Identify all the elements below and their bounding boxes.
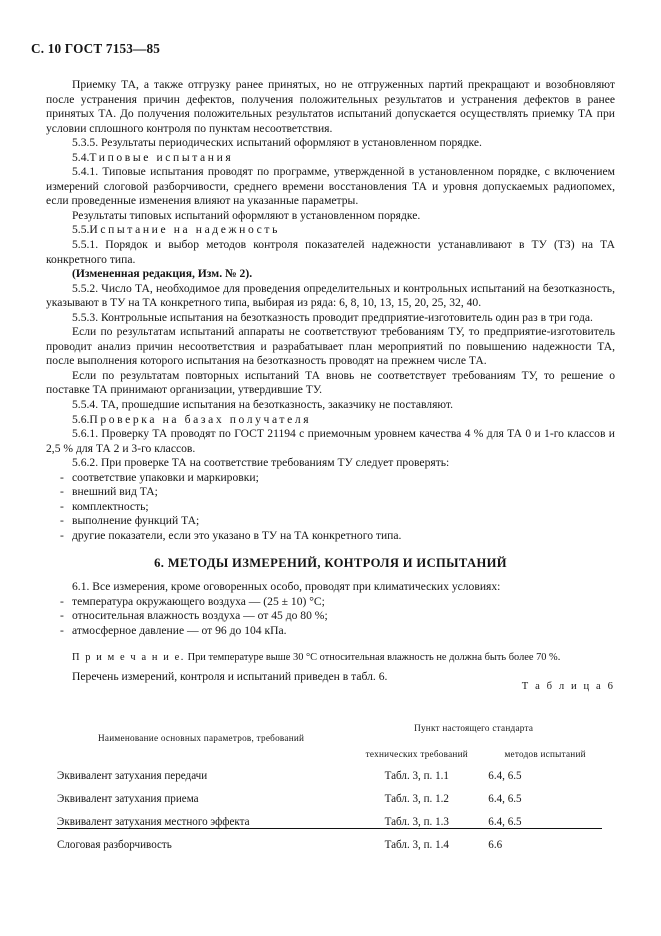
cell-parameter-name: Слоговая разборчивость <box>57 838 172 851</box>
heading-5-5-number: 5.5. <box>72 223 90 237</box>
list-item: - выполнение функций ТА; <box>46 514 615 529</box>
table-row <box>57 764 602 787</box>
paragraph-5-5-3: 5.5.3. Контрольные испытания на безотказность проводит предприятие-изготовитель один раз в три года. <box>72 310 593 324</box>
list-item: - температура окружающего воздуха — (25 ± 10) °С; <box>46 595 615 610</box>
measurements-table <box>57 712 602 856</box>
list-item: - другие показатели, если это указано в ТУ на ТА конкретного типа. <box>46 529 615 544</box>
note-text: При температуре выше 30 °С относительная влажность не должна быть более 70 %. <box>185 652 561 664</box>
heading-5-5-label: Испытание на надежность <box>89 223 280 237</box>
list-item: - атмосферное давление — от 96 до 104 кПа. <box>46 624 615 639</box>
paragraph-5-6-1: 5.6.1. Проверку ТА проводят по ГОСТ 21194 с приемочным уровнем качества 4 % для ТА 0 и 1-го классов и 2,5 % для ТА 2 и 3-го классов. <box>46 427 615 455</box>
cell-technical-requirement: Табл. 3, п. 1.3 <box>384 815 449 828</box>
table-header-standard-clause: Пункт настоящего стандарта <box>414 722 534 733</box>
page-header: С. 10 ГОСТ 7153—85 <box>31 41 161 56</box>
table-row <box>57 787 602 810</box>
paragraph-typical-results: Результаты типовых испытаний оформляют в установленном порядке. <box>72 208 421 222</box>
cell-technical-requirement: Табл. 3, п. 1.2 <box>384 792 449 805</box>
section-6-title: 6. МЕТОДЫ ИЗМЕРЕНИЙ, КОНТРОЛЯ И ИСПЫТАНИЙ <box>154 556 507 570</box>
table-bottom-rule <box>57 828 602 829</box>
note-temperature <box>46 651 615 664</box>
paragraph-5-4-1: 5.4.1. Типовые испытания проводят по программе, утвержденной в установленном порядке, с включением измерений слоговой разборчивости, среднего времени восстановления ТА и уровня допускаемых радиопомех, если проведенные изменения влияют на указанные параметры. <box>46 165 615 208</box>
paragraph-repeat-tests: Если по результатам повторных испытаний ТА вновь не соответствует требованиям ТУ, то решение о поставке ТА принимают организации, утвердившие ТУ. <box>46 368 615 397</box>
list-item: - внешний вид ТА; <box>46 485 615 500</box>
list-item: - соответствие упаковки и маркировки; <box>46 471 615 486</box>
check-items-list <box>46 471 615 544</box>
cell-technical-requirement: Табл. 3, п. 1.1 <box>384 769 449 782</box>
paragraph-table-reference: Перечень измерений, контроля и испытаний приведен в табл. 6. <box>72 670 388 684</box>
table-header-technical-requirements: технических требований <box>365 748 468 759</box>
table-head <box>57 712 602 764</box>
heading-5-5 <box>46 223 615 238</box>
heading-5-6-number: 5.6. <box>72 412 90 426</box>
table-header-test-methods: методов испытаний <box>504 748 586 759</box>
paragraph-revision-note: (Измененная редакция, Изм. № 2). <box>72 267 253 281</box>
table-row <box>57 810 602 833</box>
paragraph-nonconformity: Если по результатам испытаний аппараты не соответствуют требованиям ТУ, то предприятие-изготовитель проводит анализ причин несоответствия и разрабатывает план мероприятий по повышению надежности ТА, после выполнения которого испытания на безотказность проводят на прежнем числе ТА. <box>46 325 615 368</box>
table-header-parameters: Наименование основных параметров, требований <box>98 733 305 743</box>
heading-5-4-label: Типовые испытания <box>89 150 234 164</box>
section-6-block <box>46 580 615 685</box>
cell-test-method: 6.4, 6.5 <box>488 769 522 782</box>
table-caption: Т а б л и ц а 6 <box>521 681 615 692</box>
heading-5-4-number: 5.4. <box>72 150 90 164</box>
table-body <box>57 764 602 856</box>
climatic-conditions-list <box>46 595 615 639</box>
cell-test-method: 6.6 <box>488 838 503 851</box>
body-text-block <box>46 78 615 544</box>
cell-technical-requirement: Табл. 3, п. 1.4 <box>384 838 449 851</box>
paragraph-5-3-5: 5.3.5. Результаты периодических испытаний оформляют в установленном порядке. <box>72 136 482 150</box>
paragraph-6-1: 6.1. Все измерения, кроме оговоренных особо, проводят при климатических условиях: <box>72 580 501 593</box>
paragraph-5-5-2: 5.5.2. Число ТА, необходимое для проведения определительных и контрольных испытаний на безотказность, указывают в ТУ на ТА конкретного типа, выбирая из ряда: 6, 8, 10, 13, 15, 20, 25, 32, 40. <box>46 281 615 310</box>
heading-5-6-label: Проверка на базах получателя <box>89 412 312 426</box>
paragraph-5-6-2: 5.6.2. При проверке ТА на соответствие требованиям ТУ следует проверять: <box>72 456 450 470</box>
paragraph-5-5-1: 5.5.1. Порядок и выбор методов контроля показателей надежности устанавливают в ТУ (ТЗ) на ТА конкретного типа. <box>46 238 615 266</box>
cell-test-method: 6.4, 6.5 <box>488 815 522 828</box>
cell-parameter-name: Эквивалент затухания передачи <box>57 769 208 782</box>
list-item: - комплектность; <box>46 500 615 515</box>
cell-test-method: 6.4, 6.5 <box>488 792 522 805</box>
list-item: - относительная влажность воздуха — от 45 до 80 %; <box>46 609 615 624</box>
table-row <box>57 833 602 856</box>
note-label: П р и м е ч а н и е. <box>72 652 185 664</box>
heading-5-6 <box>46 413 615 428</box>
cell-parameter-name: Эквивалент затухания местного эффекта <box>57 815 250 828</box>
paragraph-5-5-4: 5.5.4. ТА, прошедшие испытания на безотказность, заказчику не поставляют. <box>72 398 454 412</box>
heading-5-4 <box>46 151 615 166</box>
table-header-row-main <box>57 712 602 743</box>
cell-parameter-name: Эквивалент затухания приема <box>57 792 199 805</box>
paragraph-acceptance: Приемку ТА, а также отгрузку ранее принятых, но не отгруженных партий прекращают и возобновляют после устранения причин дефектов, получения положительных результатов и устранения дефектов в ранее принятых ТА. До получения положительных результатов испытаний допускается осуществлять приемку ТА при условии сплошного контроля по пунктам несоответствия. <box>46 78 615 135</box>
